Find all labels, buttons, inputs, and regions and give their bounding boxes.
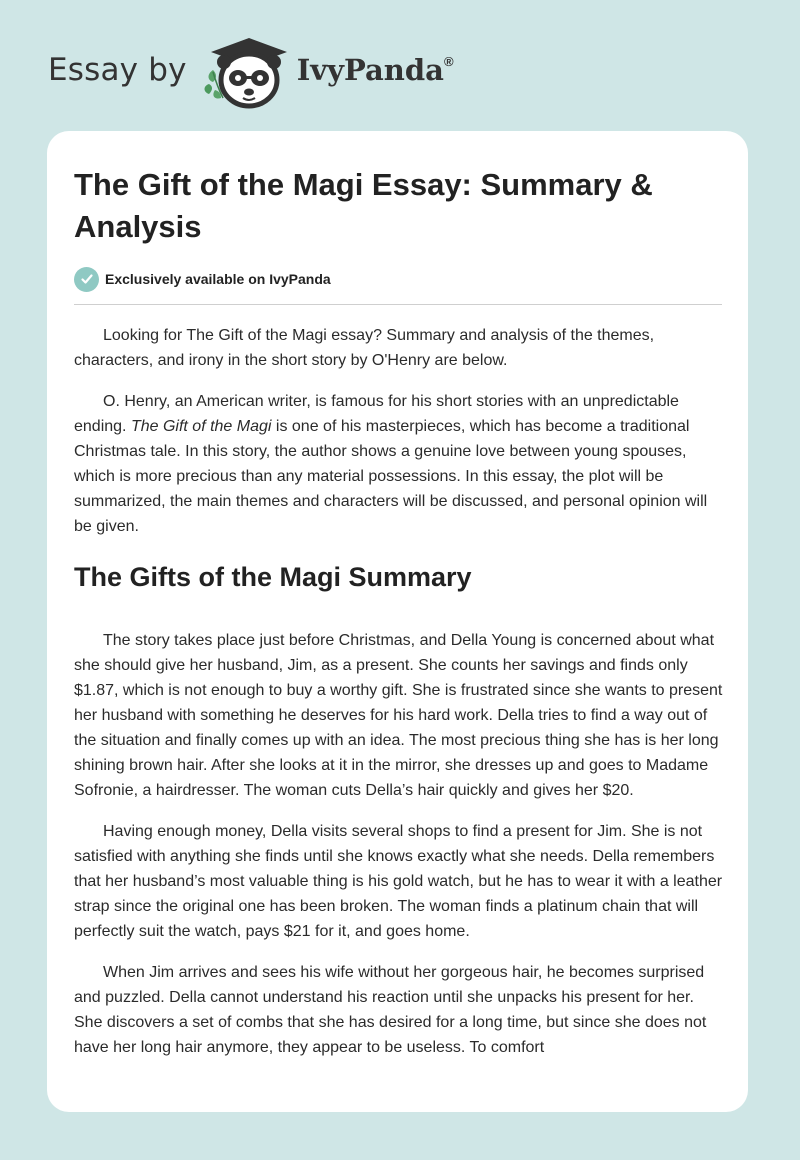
intro-paragraph: Looking for The Gift of the Magi essay? Summary and analysis of the themes, characters, and irony in the short story by O'Henry are below. [74, 327, 655, 369]
checkmark-icon [74, 267, 99, 292]
site-header [48, 30, 454, 110]
essay-by-label: Essay by [48, 52, 187, 88]
exclusive-badge [74, 266, 724, 292]
page-title: The Gift of the Magi Essay: Summary & Analysis [74, 167, 653, 244]
exclusive-badge-label: Exclusively available on IvyPanda [105, 271, 331, 287]
divider [74, 304, 722, 305]
paragraph-summary-1: The story takes place just before Christmas, and Della Young is concerned about what she should give her husband, Jim, as a present. She counts her savings and finds only $1.87, which is not enough to buy a worthy gift. She is frustrated since she wants to present her husband with something he deserves for his hard work. Della tries to find a way out of the situation and finally comes up with an idea. The most precious thing she has is her long shining brown hair. After she looks at it in the mirror, she dresses up and goes to Madame Sofronie, a hairdresser. The woman cuts Della’s hair quickly and gives her $20. [74, 632, 723, 799]
section-heading: The Gifts of the Magi Summary [74, 562, 472, 592]
ivypanda-logo[interactable] [199, 30, 454, 110]
brand-name: IvyPanda® [296, 53, 454, 87]
paragraph-summary-3: When Jim arrives and sees his wife without her gorgeous hair, he becomes surprised and puzzled. Della cannot understand his reaction until she unpacks his present for her. She discovers a set of combs that she has desired for a long time, but since she does not have her long hair anymore, they appear to be useless. To comfort [74, 964, 707, 1056]
essay-card [47, 131, 748, 1112]
panda-logo-icon [199, 30, 291, 110]
paragraph-summary-2: Having enough money, Della visits several shops to find a present for Jim. She is not satisfied with anything she finds until she knows exactly what she needs. Della remembers that her husband’s most valuable thing is his gold watch, but he has to wear it with a leather strap since the original one has been broken. The woman finds a platinum chain that will perfectly suit the watch, pays $21 for it, and goes home. [74, 823, 723, 940]
story-title-italic: The Gift of the Magi [130, 418, 272, 435]
paragraph-overview: O. Henry, an American writer, is famous for his short stories with an unpredictable ending. The Gift of the Magi is one of his masterpieces, which has become a traditional Christmas tale. In this story, the author shows a genuine love between young spouses, which is more precious than any material possessions. In this essay, the plot will be summarized, the main themes and characters will be discussed, and personal opinion will be given. [74, 393, 708, 535]
essay-content [74, 164, 724, 1060]
